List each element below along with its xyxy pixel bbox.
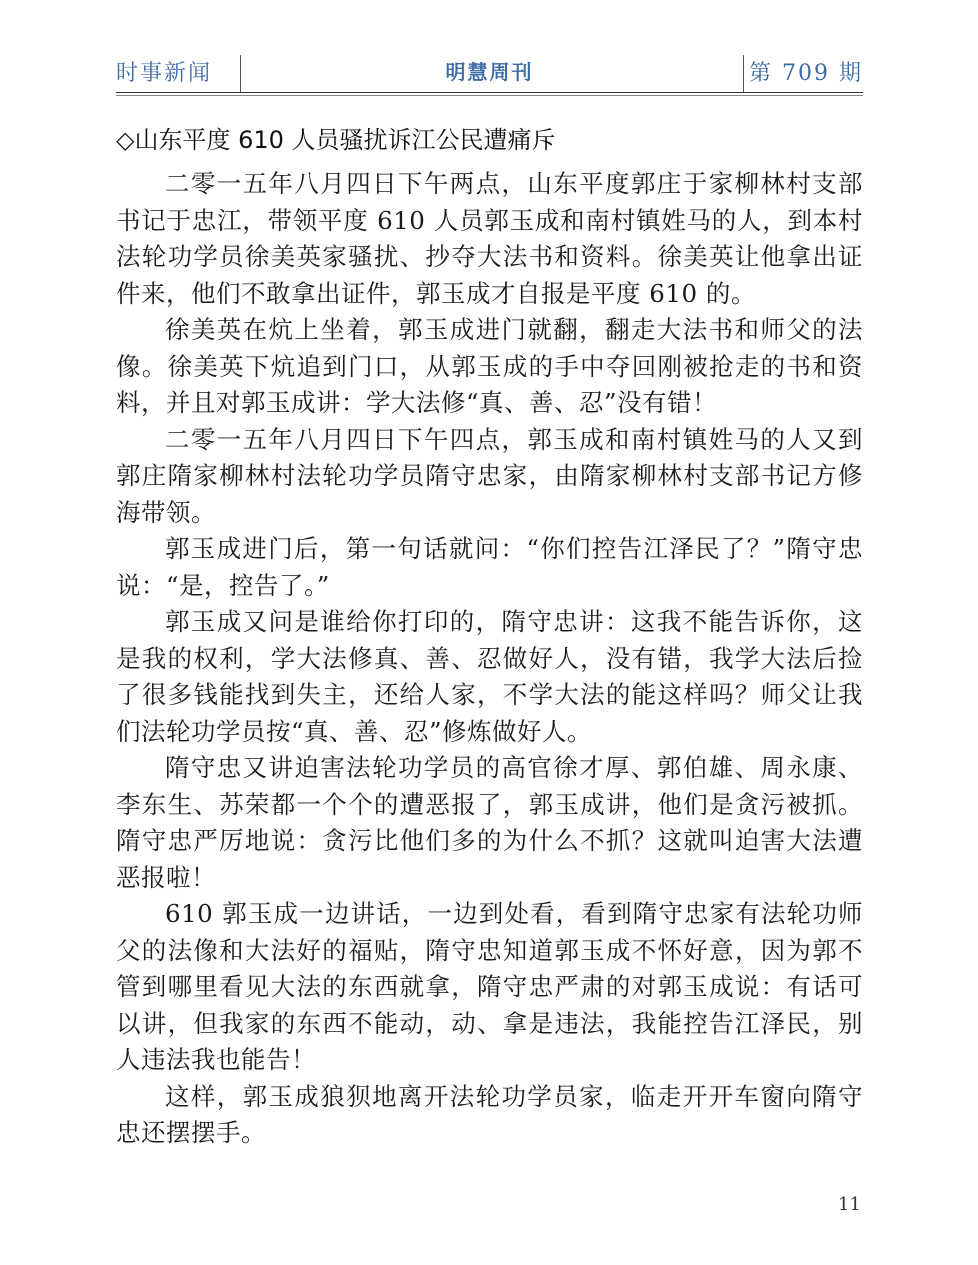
paragraph: 610 郭玉成一边讲话，一边到处看，看到隋守忠家有法轮功师父的法像和大法好的福贴，隋守忠知道郭玉成不怀好意，因为郭不管到哪里看见大法的东西就拿，隋守忠严肃的对郭玉成说：有话可以讲，但我家的东西不能动，动、拿是违法，我能控告江泽民，别人违法我也能告！	[116, 899, 863, 1074]
paragraph: 二零一五年八月四日下午四点，郭玉成和南村镇姓马的人又到郭庄隋家柳林村法轮功学员隋守忠家，由隋家柳林村支部书记方修海带领。	[116, 424, 863, 527]
header-rule-secondary	[116, 95, 863, 96]
header-rule	[116, 92, 863, 93]
paragraph: 徐美英在炕上坐着，郭玉成进门就翻，翻走大法书和师父的法像。徐美英下炕追到门口，从郭玉成的手中夺回刚被抢走的书和资料，并且对郭玉成讲：学大法修“真、善、忍”没有错！	[116, 315, 863, 417]
article-title: ◇山东平度 610 人员骚扰诉江公民遭痛斥	[116, 126, 556, 154]
section-label: 时事新闻	[116, 61, 213, 86]
paragraph: 隋守忠又讲迫害法轮功学员的高官徐才厚、郭伯雄、周永康、李东生、苏荣都一个个的遭恶报了，郭玉成讲，他们是贪污被抓。隋守忠严厉地说：贪污比他们多的为什么不抓？这就叫迫害大法遭恶报啦！	[116, 753, 863, 892]
header-divider-right	[743, 55, 744, 93]
publication-title: 明慧周刊	[445, 60, 534, 84]
page-header	[116, 50, 863, 94]
page-number: 11	[838, 1194, 861, 1215]
paragraph: 郭玉成进门后，第一句话就问：“你们控告江泽民了？”隋守忠说：“是，控告了。”	[116, 534, 863, 600]
paragraph: 二零一五年八月四日下午两点，山东平度郭庄于家柳林村支部书记于忠江，带领平度 610 人员郭玉成和南村镇姓马的人，到本村法轮功学员徐美英家骚扰、抄夺大法书和资料。徐美英让他拿出证件来，他们不敢拿出证件，郭玉成才自报是平度 610 的。	[116, 169, 863, 308]
paragraph: 郭玉成又问是谁给你打印的，隋守忠讲：这我不能告诉你，这是我的权利，学大法修真、善、忍做好人，没有错，我学大法后捡了很多钱能找到失主，还给人家，不学大法的能这样吗？师父让我们法轮功学员按“真、善、忍”修炼做好人。	[116, 607, 863, 746]
paragraph: 这样，郭玉成狼狈地离开法轮功学员家，临走开开车窗向隋守忠还摆摆手。	[116, 1081, 863, 1147]
issue-number: 第 709 期	[749, 61, 863, 86]
article	[116, 118, 863, 1152]
